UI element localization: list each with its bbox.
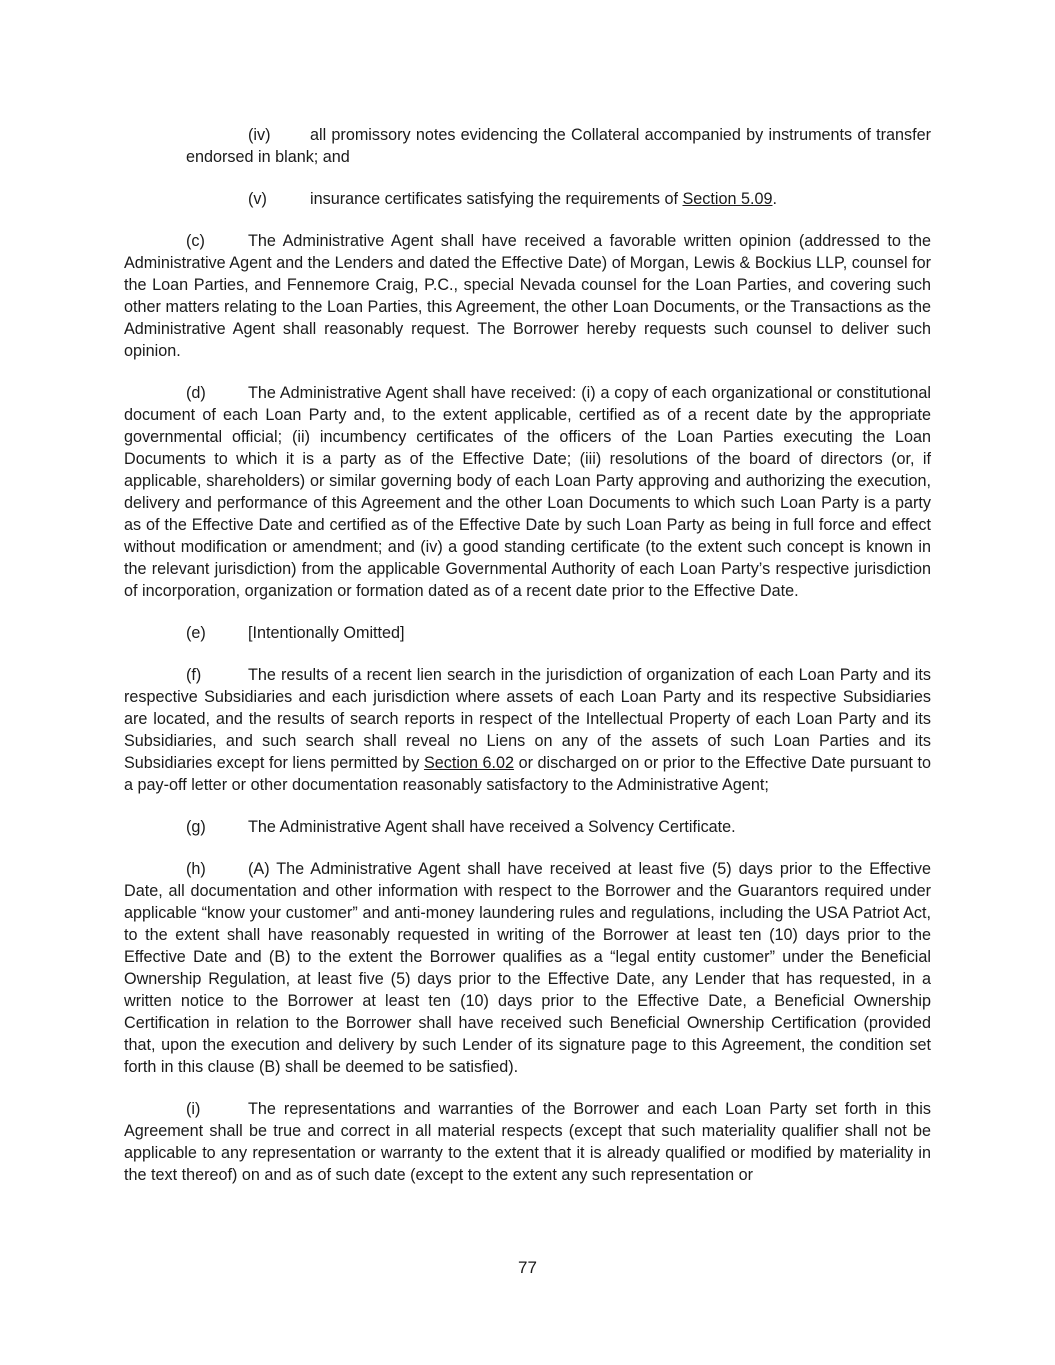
paragraph-label: (h) bbox=[186, 860, 206, 878]
paragraph-text: (A) The Administrative Agent shall have received at least five (5) days prior to the Effective Date, all documentation and other information with respect to the Borrower and the Guarantors required under applicable “know your customer” and anti-money laundering rules and regulations, including the USA Patriot Act, to the extent shall have reasonably requested in writing of the Borrower at least ten (10) days prior to the Effective Date and (B) to the extent the Borrower qualifies as a “legal entity customer” under the Beneficial Ownership Regulation, at least five (5) days prior to the Effective Date, any Lender that has requested, in a written notice to the Borrower at least ten (10) days prior to the Effective Date, a Beneficial Ownership Certification in relation to the Borrower shall have received such Beneficial Ownership Certification (provided that, upon the execution and delivery by such Lender of its signature page to this Agreement, the condition set forth in this clause (B) shall be deemed to be satisfied). bbox=[124, 860, 931, 1076]
paragraph-e bbox=[124, 622, 931, 644]
paragraph-text: The Administrative Agent shall have received: (i) a copy of each organizational or constitutional document of each Loan Party and, to the extent applicable, certified as of a recent date by the appropriate governmental official; (ii) incumbency certificates of the officers of the Loan Parties executing the Loan Documents to which it is a party as of the Effective Date; (iii) resolutions of the board of directors (or, if applicable, shareholders) or similar governing body of each Loan Party approving and authorizing the execution, delivery and performance of this Agreement and the other Loan Documents to which such Loan Party is a party as of the Effective Date and certified as of the Effective Date by such Loan Party as being in full force and effect without modification or amendment; and (iv) a good standing certificate (to the extent such concept is known in the relevant jurisdiction) from the applicable Governmental Authority of each Loan Party’s respective jurisdiction of incorporation, organization or formation dated as of a recent date prior to the Effective Date. bbox=[124, 384, 931, 600]
paragraph-text: all promissory notes evidencing the Collateral accompanied by instruments of transfer endorsed in blank; and bbox=[186, 126, 931, 166]
document-page bbox=[124, 124, 931, 1186]
paragraph-label: (d) bbox=[186, 384, 206, 402]
paragraph-g bbox=[124, 816, 931, 838]
section-reference-link[interactable]: Section 6.02 bbox=[423, 754, 515, 772]
paragraph-text: insurance certificates satisfying the requirements of bbox=[310, 190, 683, 208]
paragraph-i bbox=[124, 1098, 931, 1186]
section-reference-link[interactable]: Section 5.09 bbox=[682, 190, 773, 208]
paragraph-f bbox=[124, 664, 931, 796]
paragraph-v bbox=[186, 188, 931, 210]
paragraph-h bbox=[124, 858, 931, 1078]
paragraph-text: The Administrative Agent shall have received a favorable written opinion (addressed to the Administrative Agent and the Lenders and dated the Effective Date) of Morgan, Lewis & Bockius LLP, counsel for the Loan Parties, and Fennemore Craig, P.C., special Nevada counsel for the Loan Parties, and covering such other matters relating to the Loan Parties, this Agreement, the other Loan Documents, or the Transactions as the Administrative Agent shall reasonably request. The Borrower hereby requests such counsel to deliver such opinion. bbox=[124, 232, 931, 360]
paragraph-c bbox=[124, 230, 931, 362]
paragraph-text-end: or discharged on or prior to the Effective Date pursuant to a pay-off letter or other documentation reasonably satisfactory to the Administrative Agent; bbox=[124, 754, 931, 794]
page-number: 77 bbox=[518, 1258, 537, 1277]
paragraph-text: The results of a recent lien search in the jurisdiction of organization of each Loan Party and its respective Subsidiaries and each jurisdiction where assets of each Loan Party and its respective Subsidiaries are located, and the results of search reports in respect of the Intellectual Property of each Loan Party and its Subsidiaries, and such search shall reveal no Liens on any of the assets of such Loan Parties and its Subsidiaries except for liens permitted by bbox=[124, 666, 931, 772]
paragraph-label: (i) bbox=[186, 1100, 201, 1118]
paragraph-text: The Administrative Agent shall have received a Solvency Certificate. bbox=[248, 818, 736, 836]
paragraph-text: [Intentionally Omitted] bbox=[248, 624, 405, 642]
paragraph-label: (iv) bbox=[248, 126, 271, 144]
paragraph-iv bbox=[186, 124, 931, 168]
paragraph-label: (c) bbox=[186, 232, 205, 250]
paragraph-label: (g) bbox=[186, 818, 206, 836]
paragraph-label: (v) bbox=[248, 190, 267, 208]
paragraph-label: (e) bbox=[186, 624, 206, 642]
paragraph-text-end: . bbox=[772, 190, 777, 208]
paragraph-d bbox=[124, 382, 931, 602]
paragraph-label: (f) bbox=[186, 666, 202, 684]
paragraph-text: The representations and warranties of the Borrower and each Loan Party set forth in this Agreement shall be true and correct in all material respects (except that such materiality qualifier shall not be applicable to any representation or warranty to the extent that it is already qualified or modified by materiality in the text thereof) on and as of such date (except to the extent any such representation or bbox=[124, 1100, 931, 1184]
